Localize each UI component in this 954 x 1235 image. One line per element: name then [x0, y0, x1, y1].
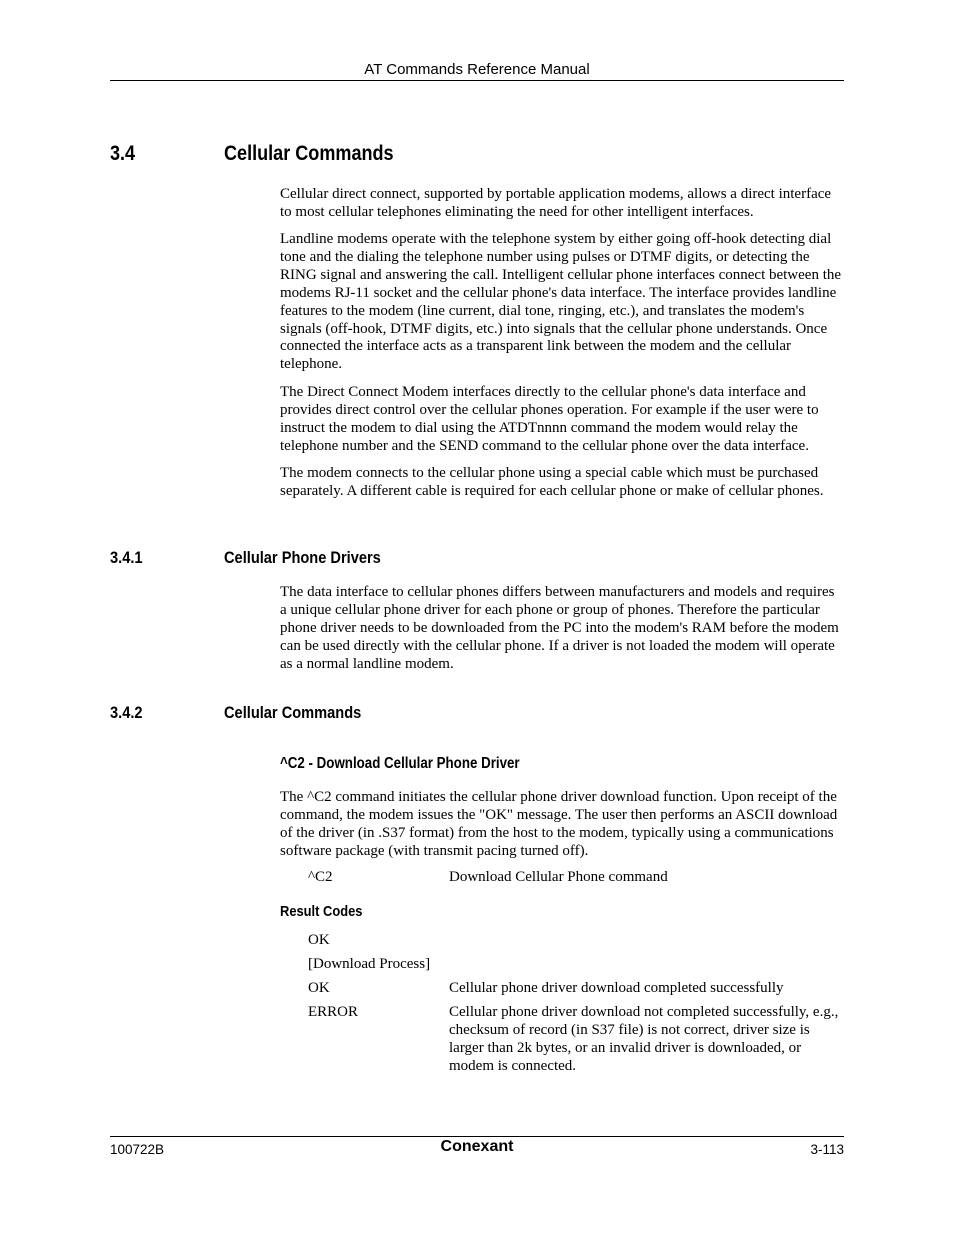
paragraph-phone-drivers: The data interface to cellular phones differs between manufacturers and models and requires a unique cellular phone driver for each phone or group of phones. Therefore the particular phone driver needs to be downloaded from the PC into the modem's RAM before the modem can be used directly with the cellular phone. If a driver is not loaded the modem will operate as a normal landline modem.: [280, 584, 839, 672]
result-desc-3: Cellular phone driver download not completed successfully, e.g., checksum of record (in S37 file) is not correct, driver size is larger than 2k bytes, or an invalid driver is downloaded, or modem is connected.: [449, 1004, 839, 1074]
section-3-4-1-title: Cellular Phone Drivers: [224, 548, 381, 567]
section-3-4-number: 3.4: [110, 142, 136, 165]
command-c2-title: ^C2 - Download Cellular Phone Driver: [280, 755, 520, 772]
header-rule: [110, 80, 844, 81]
result-code-1: [Download Process]: [308, 956, 431, 972]
result-codes-title: Result Codes: [280, 903, 363, 920]
syntax-code: ^C2: [308, 869, 333, 885]
result-code-2: OK: [308, 980, 330, 996]
running-header: AT Commands Reference Manual: [364, 61, 590, 78]
section-3-4-2-number: 3.4.2: [110, 703, 143, 722]
paragraph-cellular-direct-connect: Cellular direct connect, supported by portable application modems, allows a direct interface to most cellular telephones eliminating the need for other intelligent interfaces.: [280, 186, 832, 220]
section-3-4-1-number: 3.4.1: [110, 548, 143, 567]
result-code-0: OK: [308, 932, 330, 948]
syntax-description: Download Cellular Phone command: [449, 869, 668, 885]
paragraph-direct-connect-modem: The Direct Connect Modem interfaces directly to the cellular phone's data interface and provides direct control over the cellular phones operation. For example if the user were to instruct the modem to dial using the ATDTnnnn command the modem would relay the telephone number and the SEND command to the cellular phone over the data interface.: [280, 384, 819, 454]
result-desc-2: Cellular phone driver download completed successfully: [449, 980, 784, 996]
footer-page-number: 3-113: [810, 1142, 844, 1157]
footer-doc-number: 100722B: [110, 1142, 165, 1157]
result-code-3: ERROR: [308, 1004, 359, 1020]
footer-company: Conexant: [440, 1138, 514, 1155]
paragraph-c2-description: The ^C2 command initiates the cellular phone driver download function. Upon receipt of the command, the modem issues the "OK" message. The user then performs an ASCII download of the driver (in .S37 format) from the host to the modem, typically using a communications software package (with transmit pacing turned off).: [280, 789, 838, 859]
footer-rule: [110, 1136, 844, 1137]
section-3-4-title: Cellular Commands: [224, 142, 394, 165]
paragraph-special-cable: The modem connects to the cellular phone using a special cable which must be purchased separately. A different cable is required for each cellular phone or make of cellular phones.: [280, 465, 824, 499]
paragraph-landline-modems: Landline modems operate with the telephone system by either going off-hook detecting dial tone and the dialing the telephone number using pulses or DTMF digits, or detecting the RING signal and answering the call. Intelligent cellular phone interfaces connect between the modems RJ-11 socket and the cellular phone's data interface. The interface provides landline features to the modem (line current, dial tone, ringing, etc.), and translates the modem's signals (off-hook, DTMF digits, etc.) into signals that the cellular phone understands. Once connected the interface acts as a transparent link between the modem and the cellular telephone.: [280, 231, 842, 373]
section-3-4-2-title: Cellular Commands: [224, 703, 362, 722]
